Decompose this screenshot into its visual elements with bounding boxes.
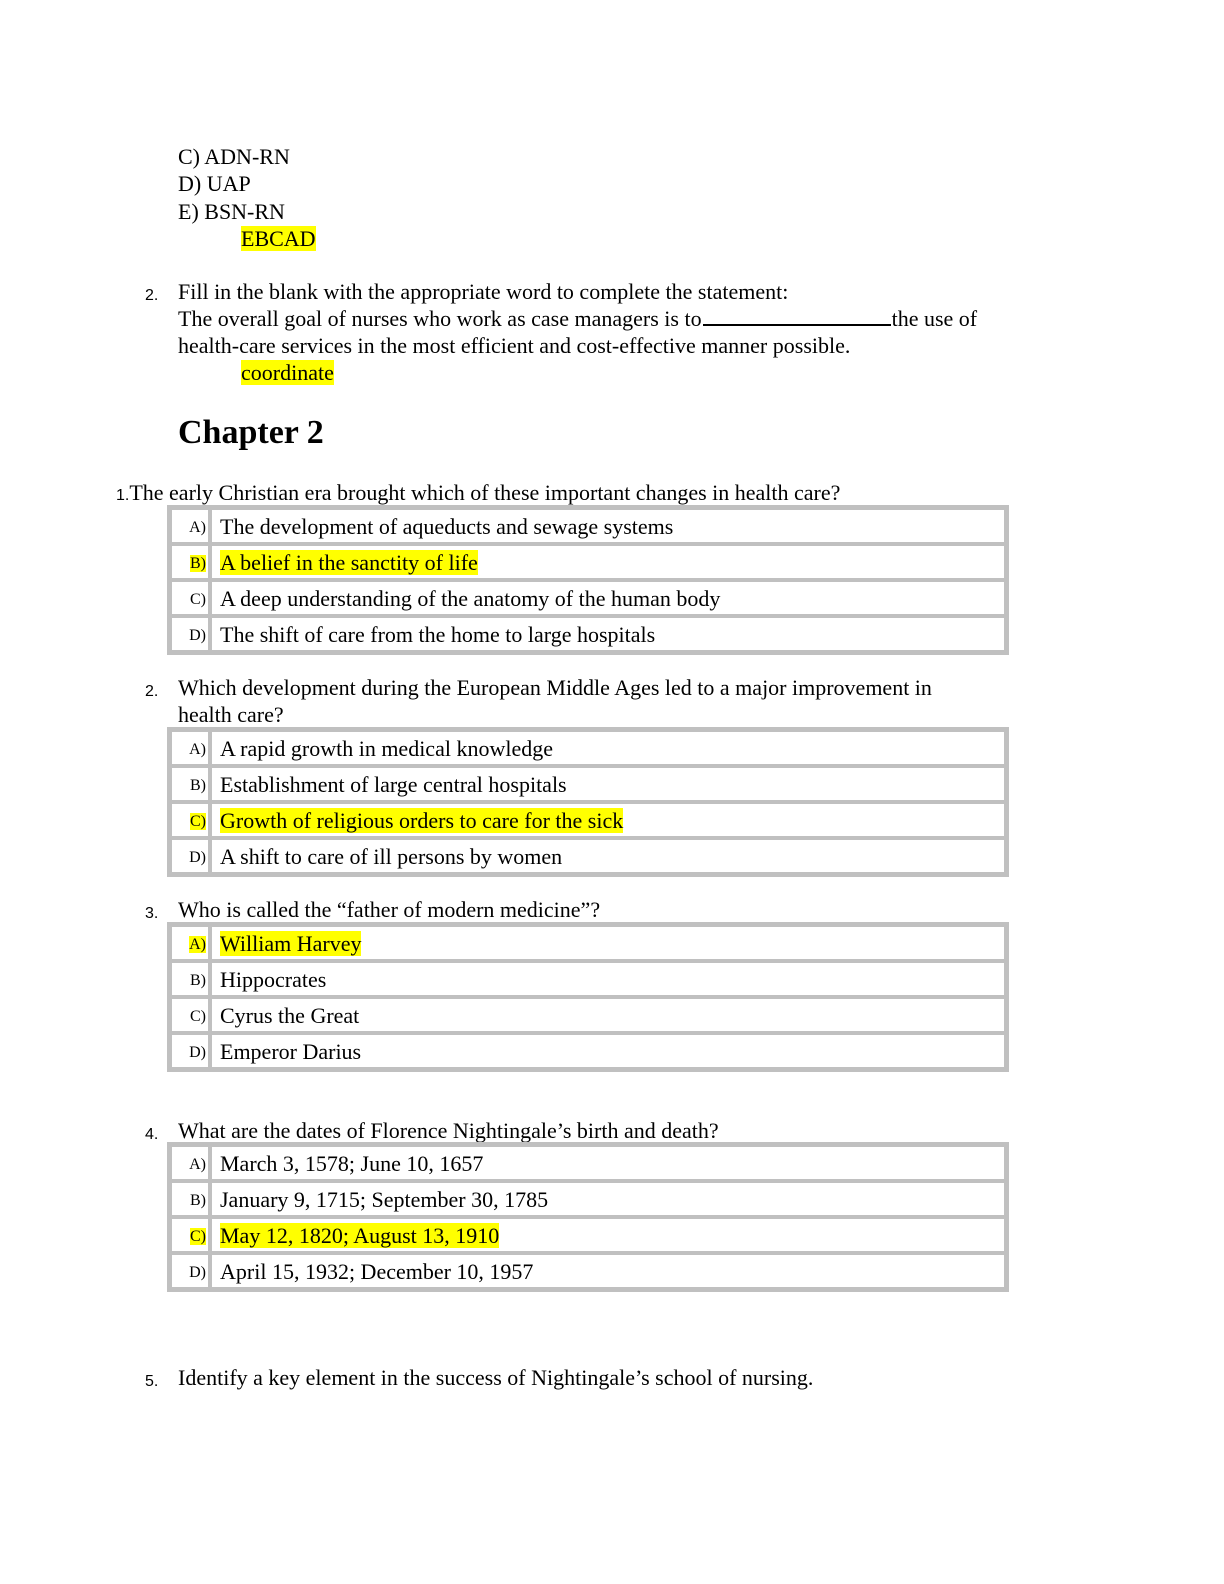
options-table (167, 727, 1009, 877)
option-letter: A) (170, 925, 210, 961)
option-row (170, 961, 1006, 997)
option-text: Emperor Darius (210, 1033, 1006, 1069)
option-row (170, 925, 1006, 961)
question-text: What are the dates of Florence Nightingale’s birth and death? (178, 1118, 719, 1143)
answer-key: EBCAD (241, 226, 316, 251)
option-text: A rapid growth in medical knowledge (210, 730, 1006, 766)
option-text: Cyrus the Great (210, 997, 1006, 1033)
options-table (167, 1142, 1009, 1292)
option-text: January 9, 1715; September 30, 1785 (210, 1181, 1006, 1217)
option-text-correct: May 12, 1820; August 13, 1910 (210, 1217, 1006, 1253)
answer-key: coordinate (241, 360, 334, 385)
question-number: 3. (145, 905, 159, 922)
option-text: A deep understanding of the anatomy of the human body (210, 580, 1006, 616)
option-letter: B) (170, 961, 210, 997)
option-line: E) BSN-RN (178, 199, 285, 224)
option-row (170, 730, 1006, 766)
option-letter: D) (170, 616, 210, 652)
option-text: The development of aqueducts and sewage systems (210, 508, 1006, 544)
question-text: Who is called the “father of modern medicine”? (178, 897, 601, 922)
option-text: A shift to care of ill persons by women (210, 838, 1006, 874)
question-text: health-care services in the most efficient and cost-effective manner possible. (178, 333, 851, 358)
option-text: The shift of care from the home to large hospitals (210, 616, 1006, 652)
option-row (170, 544, 1006, 580)
option-letter: A) (170, 508, 210, 544)
option-letter: C) (170, 997, 210, 1033)
question-text: Identify a key element in the success of Nightingale’s school of nursing. (178, 1365, 814, 1390)
option-line: D) UAP (178, 171, 251, 196)
option-row (170, 802, 1006, 838)
option-row (170, 1253, 1006, 1289)
options-table (167, 505, 1009, 655)
option-letter: D) (170, 838, 210, 874)
option-row (170, 838, 1006, 874)
option-letter: C) (170, 1217, 210, 1253)
option-row (170, 1033, 1006, 1069)
option-row (170, 508, 1006, 544)
option-letter: D) (170, 1033, 210, 1069)
question-text: The overall goal of nurses who work as case managers is to the use of (178, 306, 978, 331)
option-text-correct: Growth of religious orders to care for the sick (210, 802, 1006, 838)
question-text: health care? (178, 702, 284, 727)
option-letter: B) (170, 766, 210, 802)
option-letter: A) (170, 730, 210, 766)
option-letter: C) (170, 580, 210, 616)
option-text: March 3, 1578; June 10, 1657 (210, 1145, 1006, 1181)
question-number: 2. (145, 683, 159, 700)
chapter-title: Chapter 2 (178, 414, 324, 451)
question-number: 4. (145, 1126, 159, 1143)
option-letter: B) (170, 544, 210, 580)
option-text: April 15, 1932; December 10, 1957 (210, 1253, 1006, 1289)
option-row (170, 580, 1006, 616)
option-text: Hippocrates (210, 961, 1006, 997)
option-row (170, 1145, 1006, 1181)
fill-blank (703, 324, 891, 326)
option-text-correct: A belief in the sanctity of life (210, 544, 1006, 580)
question-text: Fill in the blank with the appropriate word to complete the statement: (178, 279, 789, 304)
option-letter: B) (170, 1181, 210, 1217)
option-letter: D) (170, 1253, 210, 1289)
option-letter: C) (170, 802, 210, 838)
options-table (167, 922, 1009, 1072)
option-line: C) ADN-RN (178, 144, 290, 169)
option-row (170, 766, 1006, 802)
question-text: Which development during the European Middle Ages led to a major improvement in (178, 675, 932, 700)
question-number: 5. (145, 1373, 159, 1390)
option-row (170, 1181, 1006, 1217)
option-row (170, 1217, 1006, 1253)
question-number: 2. (145, 287, 159, 304)
question-text: 1.The early Christian era brought which of these important changes in health care? (116, 480, 841, 505)
option-text: Establishment of large central hospitals (210, 766, 1006, 802)
option-text-correct: William Harvey (210, 925, 1006, 961)
option-row (170, 616, 1006, 652)
option-letter: A) (170, 1145, 210, 1181)
option-row (170, 997, 1006, 1033)
